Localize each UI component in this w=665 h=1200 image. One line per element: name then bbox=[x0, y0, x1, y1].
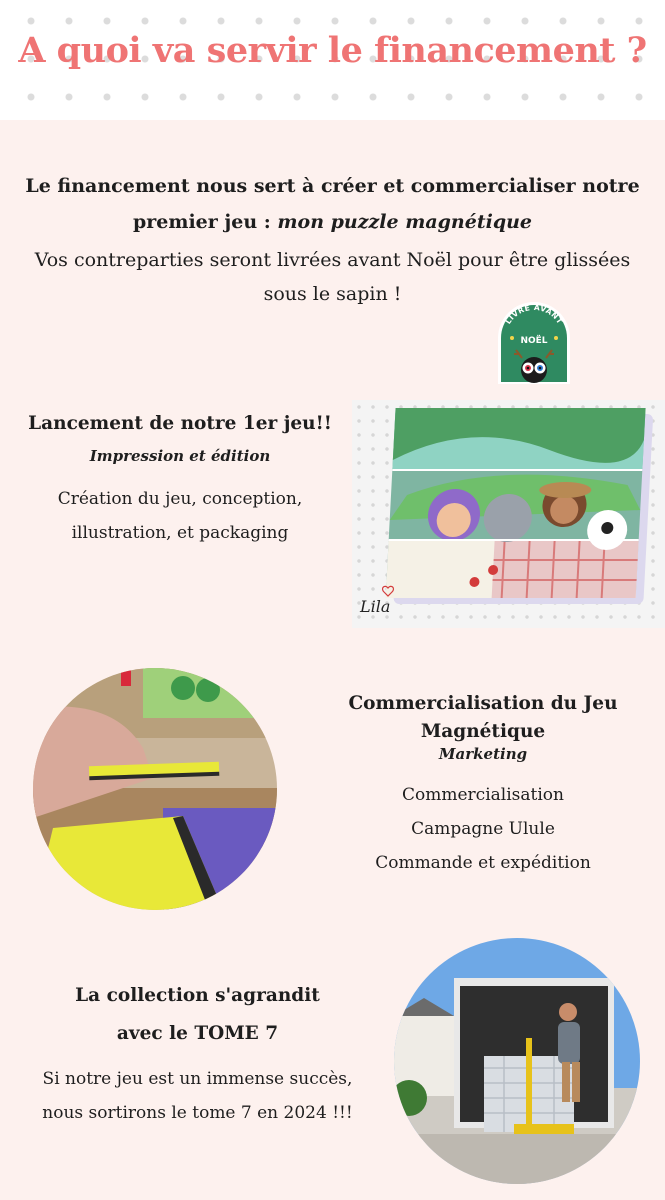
intro-line-2 bbox=[0, 204, 665, 240]
section-launch-text-2: illustration, et packaging bbox=[71, 523, 289, 543]
section-collection-title-2: avec le TOME 7 bbox=[116, 1023, 279, 1044]
section-collection-title-1: La collection s'agrandit bbox=[75, 985, 320, 1006]
intro-line-2-italic: mon puzzle magnétique bbox=[277, 211, 533, 233]
section-commercialisation-title-1: Commercialisation du Jeu bbox=[348, 693, 618, 714]
section-collection-text-2: nous sortirons le tome 7 en 2024 !!! bbox=[42, 1103, 353, 1123]
badge-text-bottom: NOËL bbox=[520, 336, 548, 346]
ulule-campaign-item: Campagne Ulule bbox=[411, 819, 555, 839]
section-launch-text-1: Création du jeu, conception, bbox=[57, 489, 303, 509]
section-launch-title: Lancement de notre 1er jeu!! bbox=[28, 413, 332, 434]
section-launch bbox=[20, 410, 340, 550]
section-launch-subtitle: Impression et édition bbox=[89, 447, 271, 465]
magnetic-piece-photo bbox=[33, 668, 277, 910]
section-commercialisation-subtitle: Marketing bbox=[438, 745, 528, 763]
commercialisation-item: Commercialisation bbox=[402, 785, 564, 805]
header-dotted-background bbox=[0, 0, 665, 120]
delivery-truck-photo bbox=[394, 938, 640, 1184]
magnetic-puzzle-illustration bbox=[352, 400, 665, 628]
intro-line-2-prefix: premier jeu : bbox=[132, 211, 278, 233]
delivered-before-christmas-badge bbox=[492, 296, 576, 388]
lila-signature: Lila bbox=[360, 597, 391, 616]
page-title: A quoi va servir le financement ? bbox=[18, 30, 647, 71]
intro-block bbox=[0, 168, 665, 314]
section-collection bbox=[20, 982, 375, 1130]
order-shipping-item: Commande et expédition bbox=[375, 853, 591, 873]
intro-line-3: Vos contreparties seront livrées avant Noël pour être glissées bbox=[34, 249, 631, 271]
section-commercialisation-title-2: Magnétique bbox=[420, 721, 546, 742]
intro-line-4: sous le sapin ! bbox=[263, 283, 402, 305]
section-commercialisation bbox=[340, 690, 626, 880]
badge-text-top: LIVRÉ AVANT bbox=[503, 302, 565, 326]
section-collection-text-1: Si notre jeu est un immense succès, bbox=[42, 1069, 353, 1089]
intro-line-1: Le financement nous sert à créer et commercialiser notre bbox=[25, 175, 640, 197]
